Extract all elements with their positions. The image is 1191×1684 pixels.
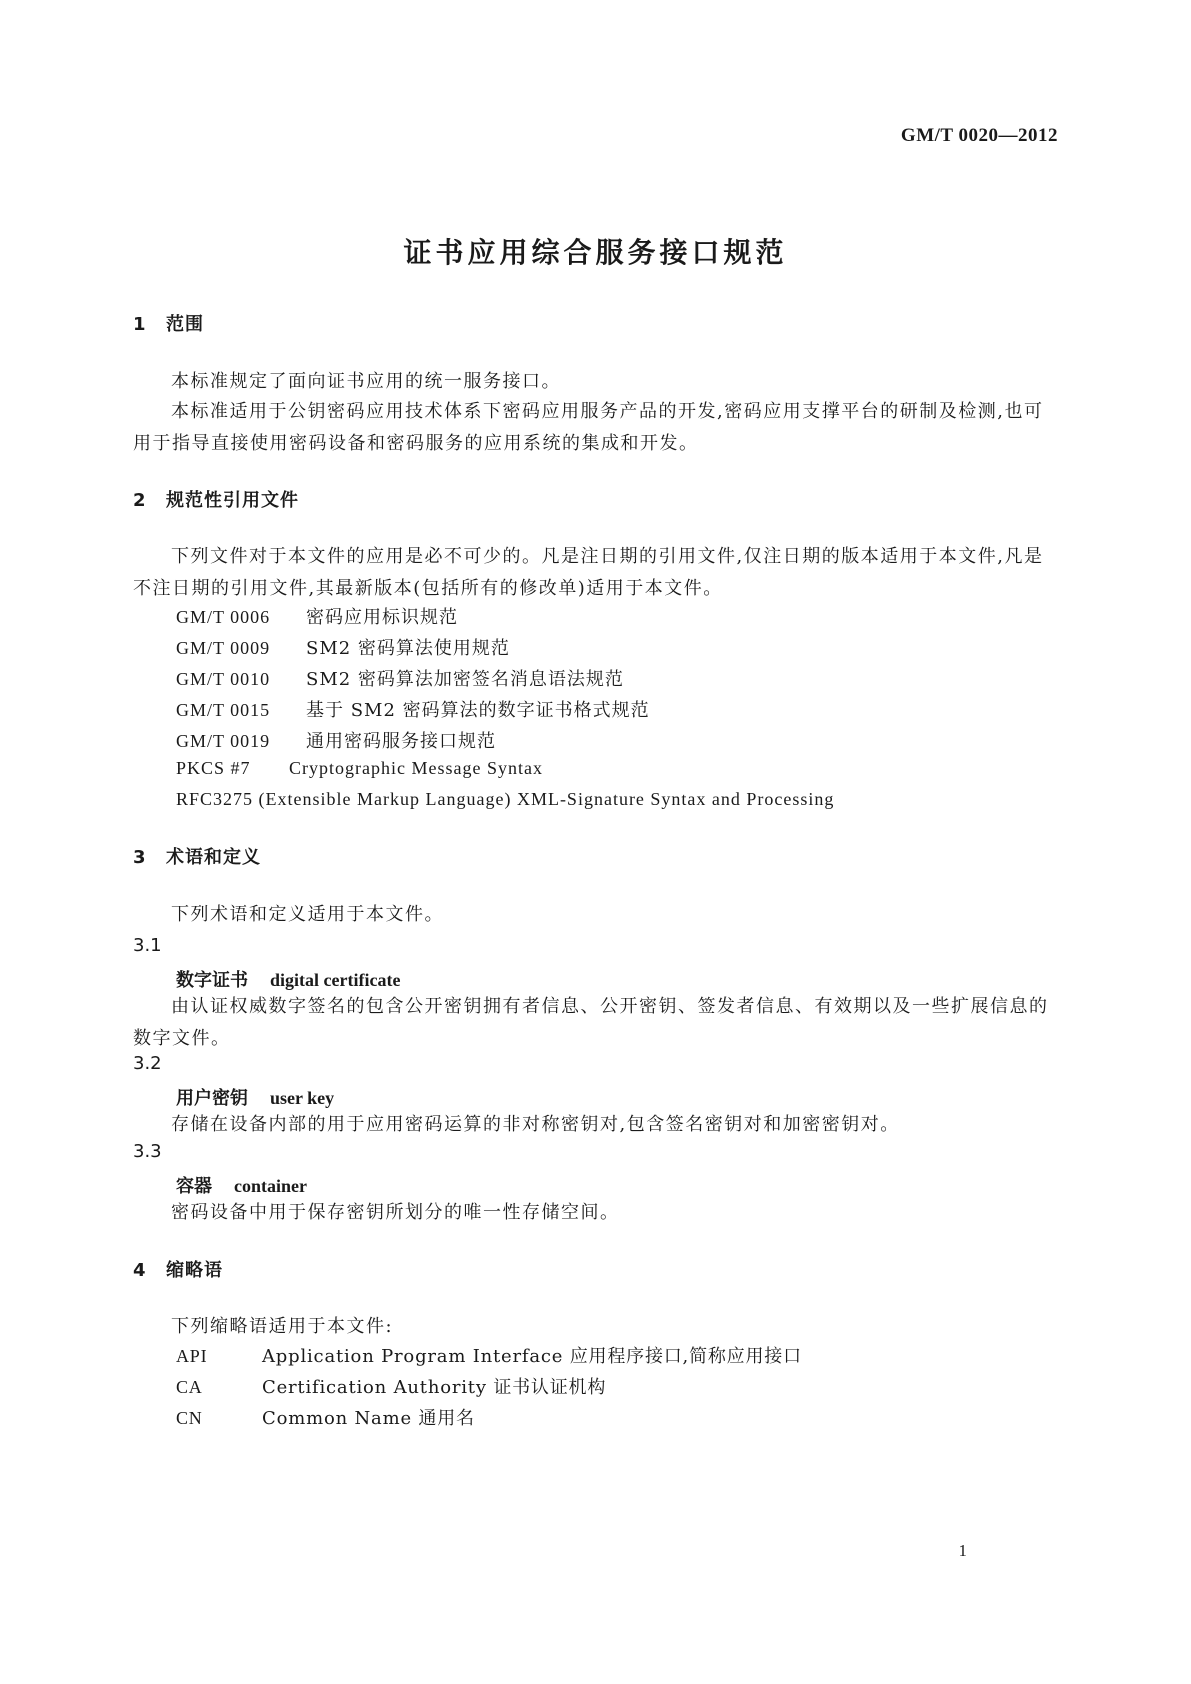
reference-name: Cryptographic Message Syntax xyxy=(289,758,543,778)
reference-item xyxy=(176,758,543,779)
abbreviation-item xyxy=(176,1404,475,1430)
section-number: 1 xyxy=(133,314,147,335)
reference-code: GM/T 0015 xyxy=(176,700,271,720)
term-number: 3.3 xyxy=(133,1141,162,1162)
section-number: 3 xyxy=(133,847,147,868)
term-chinese: 用户密钥 xyxy=(176,1088,248,1109)
section-title: 范围 xyxy=(166,314,204,335)
term-heading xyxy=(176,1172,307,1198)
reference-code: GM/T 0006 xyxy=(176,607,271,627)
term-heading xyxy=(176,1084,334,1110)
section-title: 缩略语 xyxy=(166,1260,223,1281)
term-chinese: 数字证书 xyxy=(176,970,248,991)
section-1-heading xyxy=(133,310,204,336)
reference-item xyxy=(176,665,624,691)
abbreviation-key: CN xyxy=(176,1408,203,1428)
abbreviation-value: Application Program Interface 应用程序接口,简称应用接口 xyxy=(262,1346,802,1367)
abbreviation-value: Common Name 通用名 xyxy=(262,1408,475,1429)
term-definition: 由认证权威数字签名的包含公开密钥拥有者信息、公开密钥、签发者信息、有效期以及一些扩展信息的数字文件。 xyxy=(133,996,1049,1049)
section-1-paragraph-2: 本标准适用于公钥密码应用技术体系下密码应用服务产品的开发,密码应用支撑平台的研制及检测,也可用于指导直接使用密码设备和密码服务的应用系统的集成和开发。 xyxy=(133,401,1044,454)
section-2-heading xyxy=(133,486,299,512)
document-title: 证书应用综合服务接口规范 xyxy=(403,236,788,269)
reference-item-rfc3275: RFC3275 (Extensible Markup Language) XML-Signature Syntax and Processing xyxy=(176,789,835,809)
reference-code: PKCS #7 xyxy=(176,758,251,778)
section-number: 4 xyxy=(133,1260,147,1281)
reference-name: SM2 密码算法使用规范 xyxy=(306,638,510,659)
abbreviation-key: API xyxy=(176,1346,208,1366)
section-3-heading xyxy=(133,843,261,869)
section-3-paragraph-1: 下列术语和定义适用于本文件。 xyxy=(171,904,444,925)
reference-name: 密码应用标识规范 xyxy=(306,607,458,628)
abbreviation-key: CA xyxy=(176,1377,203,1397)
term-chinese: 容器 xyxy=(176,1176,212,1197)
section-1-paragraph-1: 本标准规定了面向证书应用的统一服务接口。 xyxy=(171,371,561,392)
term-number: 3.2 xyxy=(133,1053,162,1074)
term-heading xyxy=(176,966,400,992)
term-definition: 存储在设备内部的用于应用密码运算的非对称密钥对,包含签名密钥对和加密密钥对。 xyxy=(171,1114,900,1135)
term-number: 3.1 xyxy=(133,935,162,956)
section-4-heading xyxy=(133,1256,223,1282)
term-english: container xyxy=(234,1176,307,1196)
standard-code: GM/T 0020—2012 xyxy=(900,125,1058,146)
reference-name: 基于 SM2 密码算法的数字证书格式规范 xyxy=(306,700,650,721)
section-2-paragraph-1: 下列文件对于本文件的应用是必不可少的。凡是注日期的引用文件,仅注日期的版本适用于本文件,凡是不注日期的引用文件,其最新版本(包括所有的修改单)适用于本文件。 xyxy=(133,546,1044,599)
reference-code: GM/T 0010 xyxy=(176,669,271,689)
reference-name: 通用密码服务接口规范 xyxy=(306,731,496,752)
reference-code: GM/T 0019 xyxy=(176,731,271,751)
page-number: 1 xyxy=(958,1541,967,1560)
reference-name: SM2 密码算法加密签名消息语法规范 xyxy=(306,669,624,690)
reference-item xyxy=(176,696,650,722)
reference-code: GM/T 0009 xyxy=(176,638,271,658)
abbreviation-item xyxy=(176,1373,606,1399)
reference-item xyxy=(176,727,496,753)
section-title: 规范性引用文件 xyxy=(166,490,299,511)
term-definition: 密码设备中用于保存密钥所划分的唯一性存储空间。 xyxy=(171,1202,620,1223)
section-title: 术语和定义 xyxy=(166,847,261,868)
section-number: 2 xyxy=(133,490,147,511)
term-english: user key xyxy=(270,1088,335,1108)
section-4-paragraph-1: 下列缩略语适用于本文件: xyxy=(171,1316,394,1337)
abbreviation-value: Certification Authority 证书认证机构 xyxy=(262,1377,607,1398)
abbreviation-item xyxy=(176,1342,802,1368)
term-english: digital certificate xyxy=(270,970,401,990)
reference-item xyxy=(176,634,510,660)
reference-item xyxy=(176,603,458,629)
